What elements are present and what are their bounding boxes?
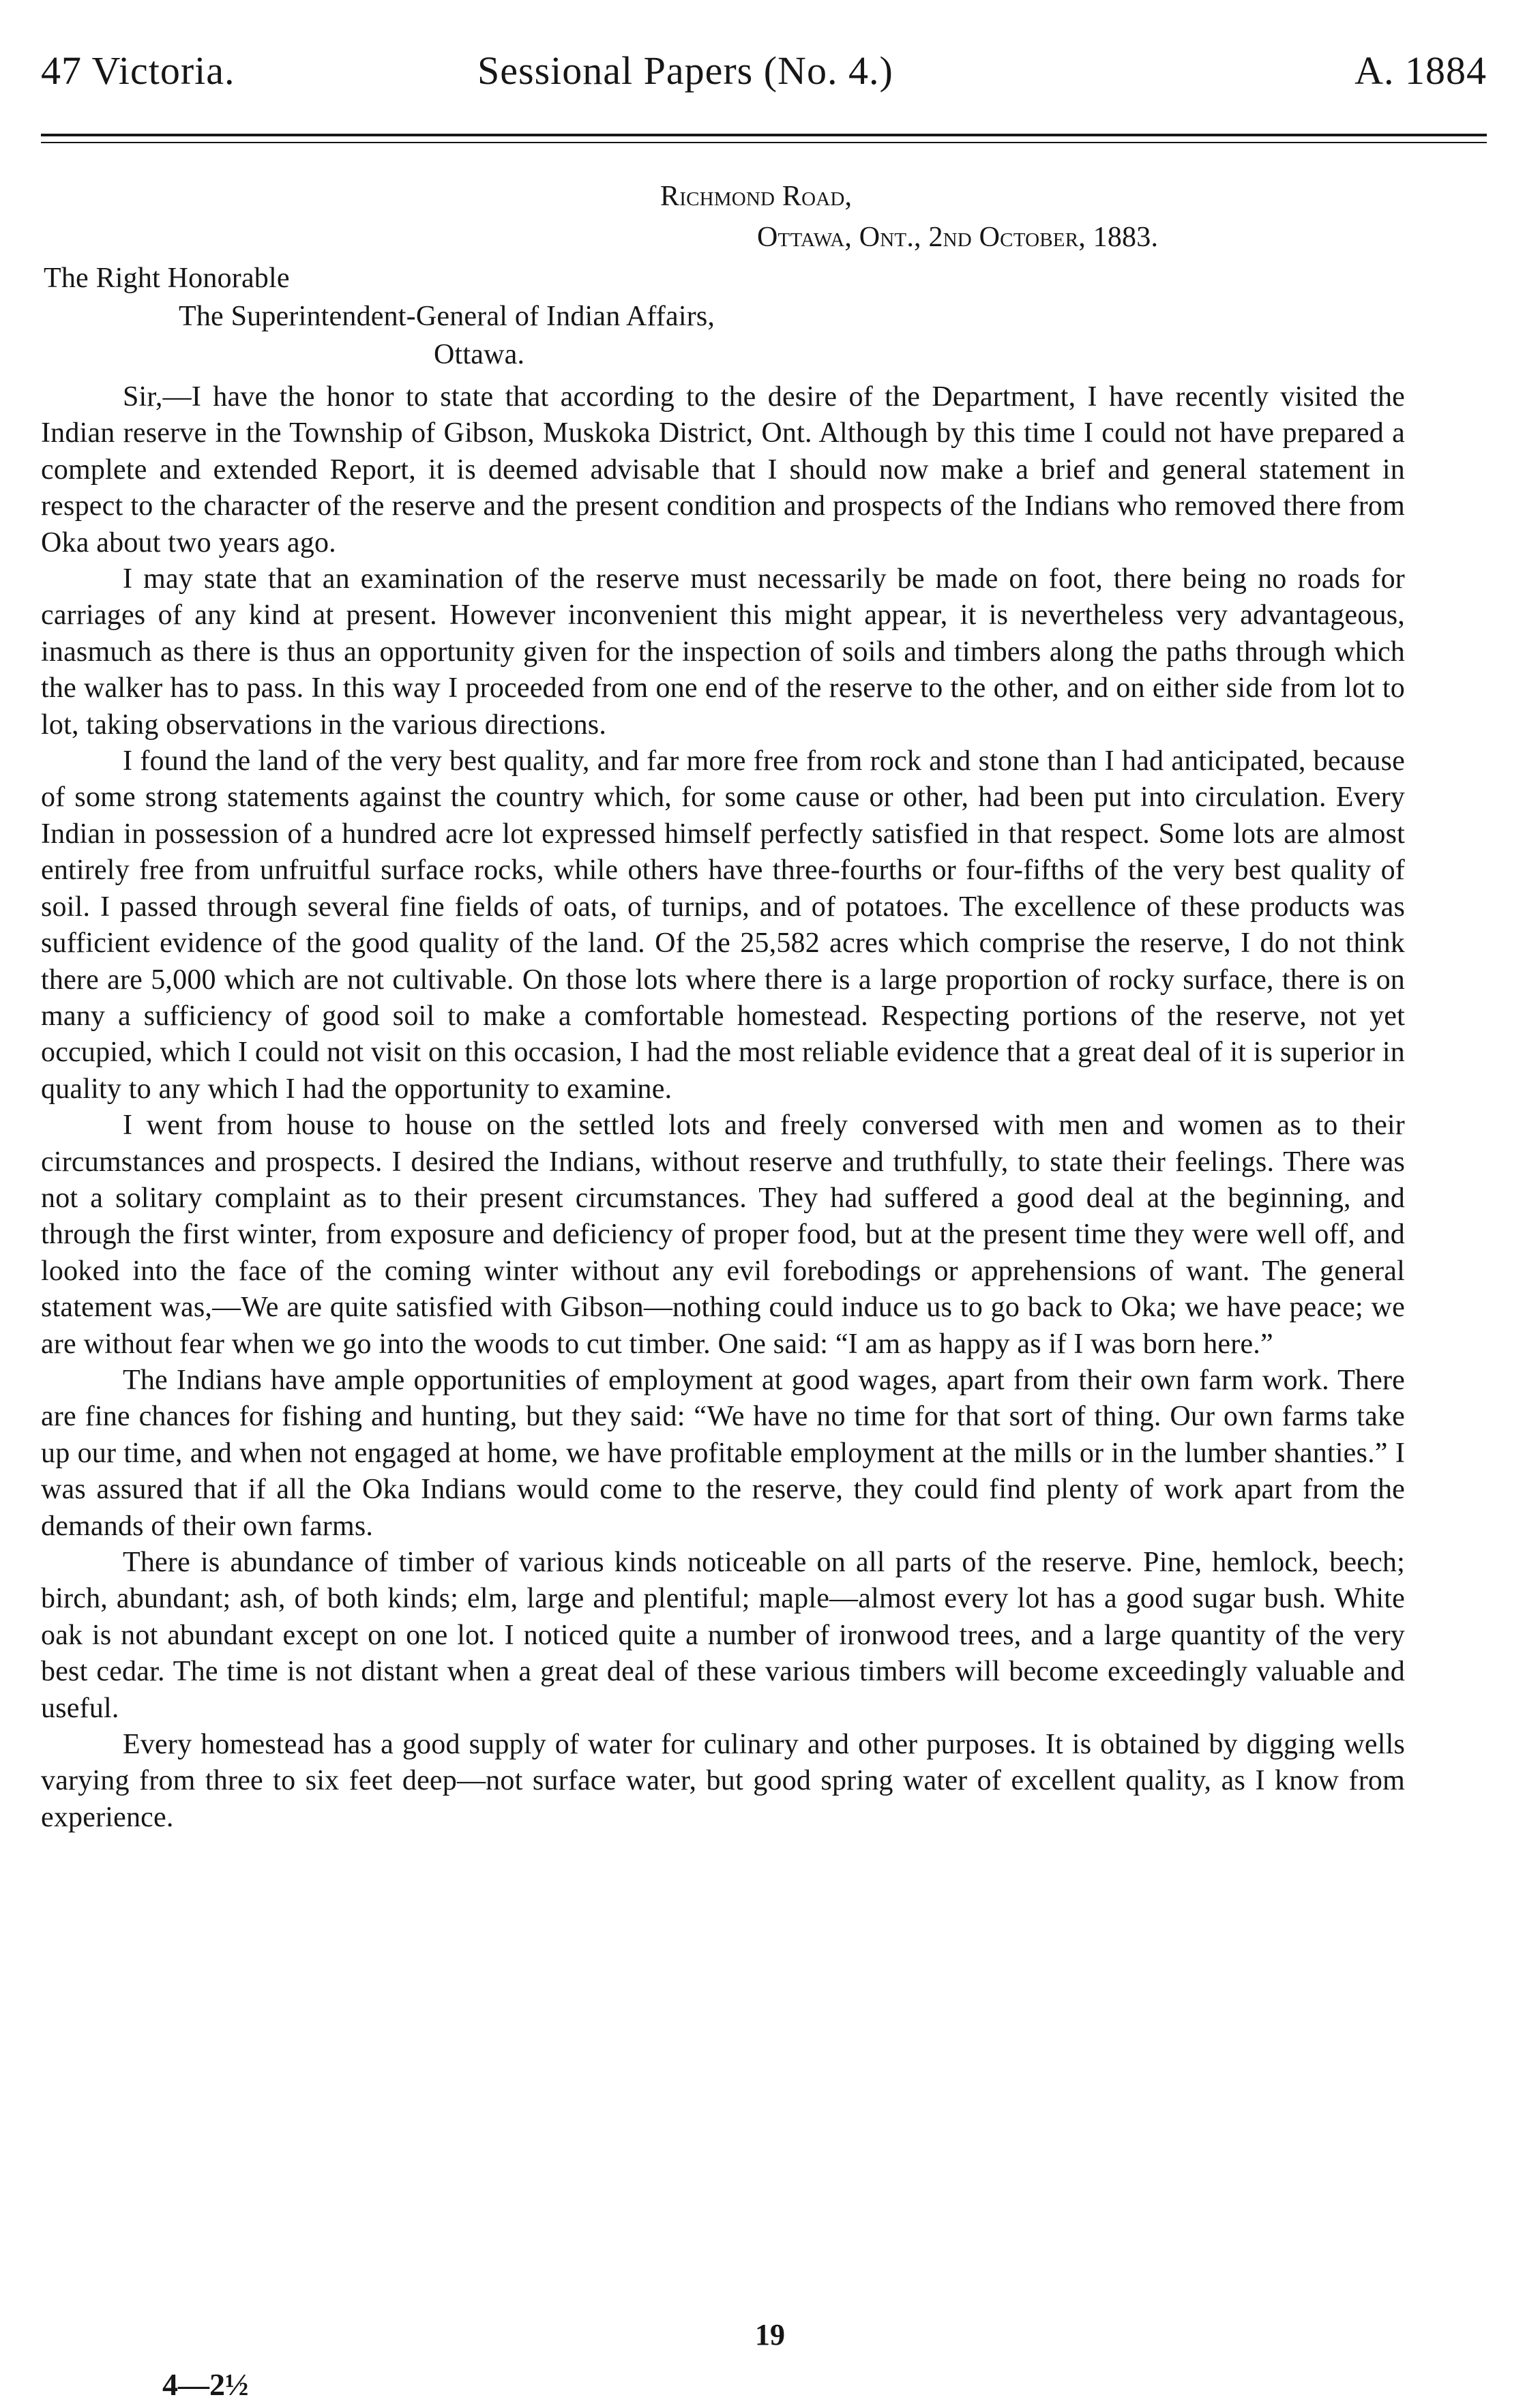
header-title: Sessional Papers (No. 4.) bbox=[477, 48, 893, 93]
header-rule-thick bbox=[41, 134, 1487, 136]
address-line-1: Richmond Road, bbox=[660, 181, 853, 212]
paragraph: I may state that an examination of the reserve must necessarily be made on foot, there being no roads for carriages of any kind at present. However inconvenient this might appear, it is nevertheless very advantageous, inasmuch as there is thus an opportunity given for the inspection of soils and timbers along the paths through which the walker has to pass. In this way I proceeded from one end of the reserve to the other, and on either side from lot to lot, taking observations in the various directions. bbox=[41, 563, 1405, 741]
signature-mark: 4—2½ bbox=[162, 2367, 249, 2402]
paragraph: Sir,—I have the honor to state that according to the desire of the Department, I have recently visited the Indian reserve in the Township of Gibson, Muskoka District, Ont. Although by this time I could not have prepared a complete and extended Report, it is deemed advisable that I should now make a brief and general statement in respect to the character of the reserve and the present condition and prospects of the Indians who removed there from Oka about two years ago. bbox=[41, 381, 1405, 559]
running-header bbox=[41, 42, 1487, 100]
salutation-line-1: The Right Honorable bbox=[44, 263, 290, 294]
paragraph: Every homestead has a good supply of water for culinary and other purposes. It is obtained by digging wells varying from three to six feet deep—not surface water, but good spring water of excellent quality, as I know from experience. bbox=[41, 1729, 1405, 1833]
header-volume: 47 Victoria. bbox=[41, 48, 235, 93]
paragraph: I found the land of the very best quality, and far more free from rock and stone than I had anticipated, because of some strong statements against the country which, for some cause or other, had been put into circulation. Every Indian in possession of a hundred acre lot expressed himself perfectly satisfied in that respect. Some lots are almost entirely free from unfruitful surface rocks, while others have three-fourths or four-fifths of the very best quality of soil. I passed through several fine fields of oats, of turnips, and of potatoes. The excellence of these products was sufficient evidence of the good quality of the land. Of the 25,582 acres which comprise the reserve, I do not think there are 5,000 which are not cultivable. On those lots where there is a large proportion of rocky surface, there is on many a sufficiency of good soil to make a comfortable homestead. Respecting portions of the reserve, not yet occupied, which I could not visit on this occasion, I had the most reliable evidence that a great deal of it is superior in quality to any which I had the opportunity to examine. bbox=[41, 745, 1405, 1105]
paragraph: There is abundance of timber of various kinds noticeable on all parts of the reserve. Pine, hemlock, beech; birch, abundant; ash, of both kinds; elm, large and plentiful; maple—almost every lot has a good sugar bush. White oak is not abundant except on one lot. I noticed quite a number of ironwood trees, and a large quantity of the very best cedar. The time is not distant when a great deal of these various timbers will become exceedingly valuable and useful. bbox=[41, 1547, 1405, 1724]
paragraph: The Indians have ample opportunities of employment at good wages, apart from their own farm work. There are fine chances for fishing and hunting, but they said: “We have no time for that sort of thing. Our own farms take up our time, and when not engaged at home, we have profitable employment at the mills or in the lumber shanties.” I was assured that if all the Oka Indians would come to the reserve, they could find plenty of work apart from the demands of their own farms. bbox=[41, 1364, 1405, 1542]
paragraph: I went from house to house on the settled lots and freely conversed with men and women as to their circumstances and prospects. I desired the Indians, without reserve and truthfully, to state their feelings. There was not a solitary complaint as to their present circumstances. They had suffered a good deal at the beginning, and through the first winter, from exposure and deficiency of proper food, but at the present time they were well off, and looked into the face of the coming winter without any evil forebodings or apprehensions of want. The general statement was,—We are quite satisfied with Gibson—nothing could induce us to go back to Oka; we have peace; we are without fear when we go into the woods to cut timber. One said: “I am as happy as if I was born here.” bbox=[41, 1110, 1405, 1360]
salutation-line-2: The Superintendent-General of Indian Affairs, bbox=[179, 301, 715, 332]
header-year: A. 1884 bbox=[1354, 48, 1487, 93]
salutation-line-3: Ottawa. bbox=[434, 339, 525, 370]
header-rule-thin bbox=[41, 142, 1487, 143]
address-line-2: Ottawa, Ont., 2nd October, 1883. bbox=[757, 222, 1159, 253]
letter-body bbox=[41, 379, 1405, 1836]
page-number: 19 bbox=[755, 2318, 785, 2351]
